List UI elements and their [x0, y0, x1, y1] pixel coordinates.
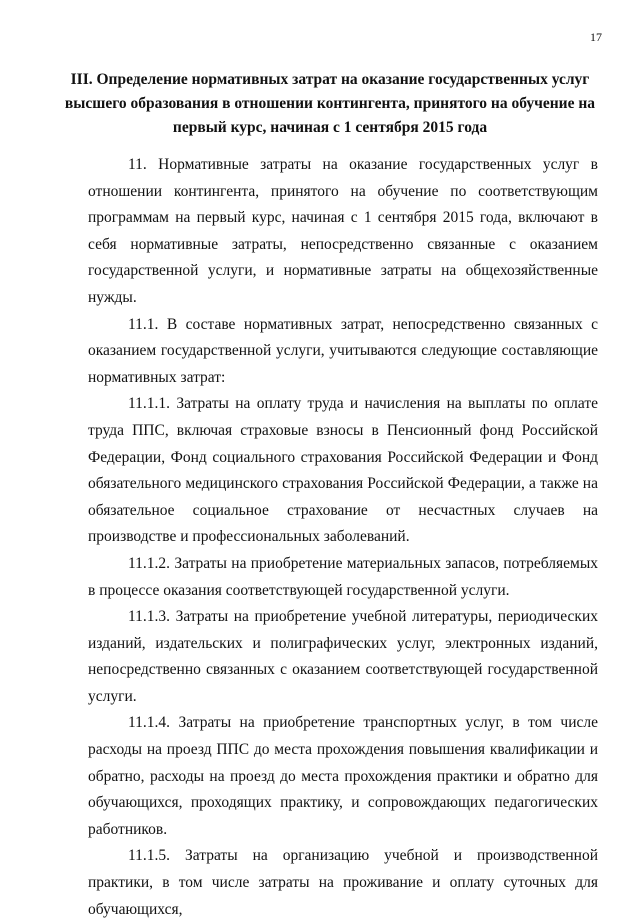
paragraph-11-1: 11.1. В составе нормативных затрат, непосредственно связанных с оказанием государственной услуги, учитываются следующие составляющие нормативных затрат:	[88, 315, 598, 386]
body-text	[88, 152, 598, 923]
paragraph-11: 11. Нормативные затраты на оказание государственных услуг в отношении контингента, принятого на обучение по соответствующим программам на первый курс, начиная с 1 сентября 2015 года, включают в себя нормативные затраты, непосредственно связанные с оказанием государственной услуги, и нормативные затраты на общехозяйственные нужды.	[88, 156, 598, 306]
paragraph-11-1-1: 11.1.1. Затраты на оплату труда и начисления на выплаты по оплате труда ППС, включая страховые взносы в Пенсионный фонд Российской Федерации, Фонд социального страхования Российской Федерации и Фонд обязательного медицинского страхования Российской Федерации, а также на обязательное социальное страхование от несчастных случаев на производстве и профессиональных заболеваний.	[88, 395, 598, 546]
paragraph-11-1-5: 11.1.5. Затраты на организацию учебной и производственной практики, в том числе затраты на проживание и оплату суточных для обучающихся,	[88, 847, 598, 918]
paragraph-11-1-4: 11.1.4. Затраты на приобретение транспортных услуг, в том числе расходы на проезд ППС до места прохождения повышения квалификации и обратно, расходы на проезд до места прохождения практики и обратно для обучающихся, проходящих практику, и сопровождающих педагогических работников.	[88, 714, 598, 838]
paragraph-11-1-3: 11.1.3. Затраты на приобретение учебной литературы, периодических изданий, издательских и полиграфических услуг, электронных изданий, непосредственно связанных с оказанием соответствующей государственной услуги.	[88, 608, 598, 705]
section-heading: III. Определение нормативных затрат на оказание государственных услуг высшего образования в отношении контингента, принятого на обучение на первый курс, начиная с 1 сентября 2015 года	[64, 71, 596, 136]
page-number: 17	[590, 30, 602, 44]
paragraph-11-1-2: 11.1.2. Затраты на приобретение материальных запасов, потребляемых в процессе оказания соответствующей государственной услуги.	[88, 554, 598, 599]
